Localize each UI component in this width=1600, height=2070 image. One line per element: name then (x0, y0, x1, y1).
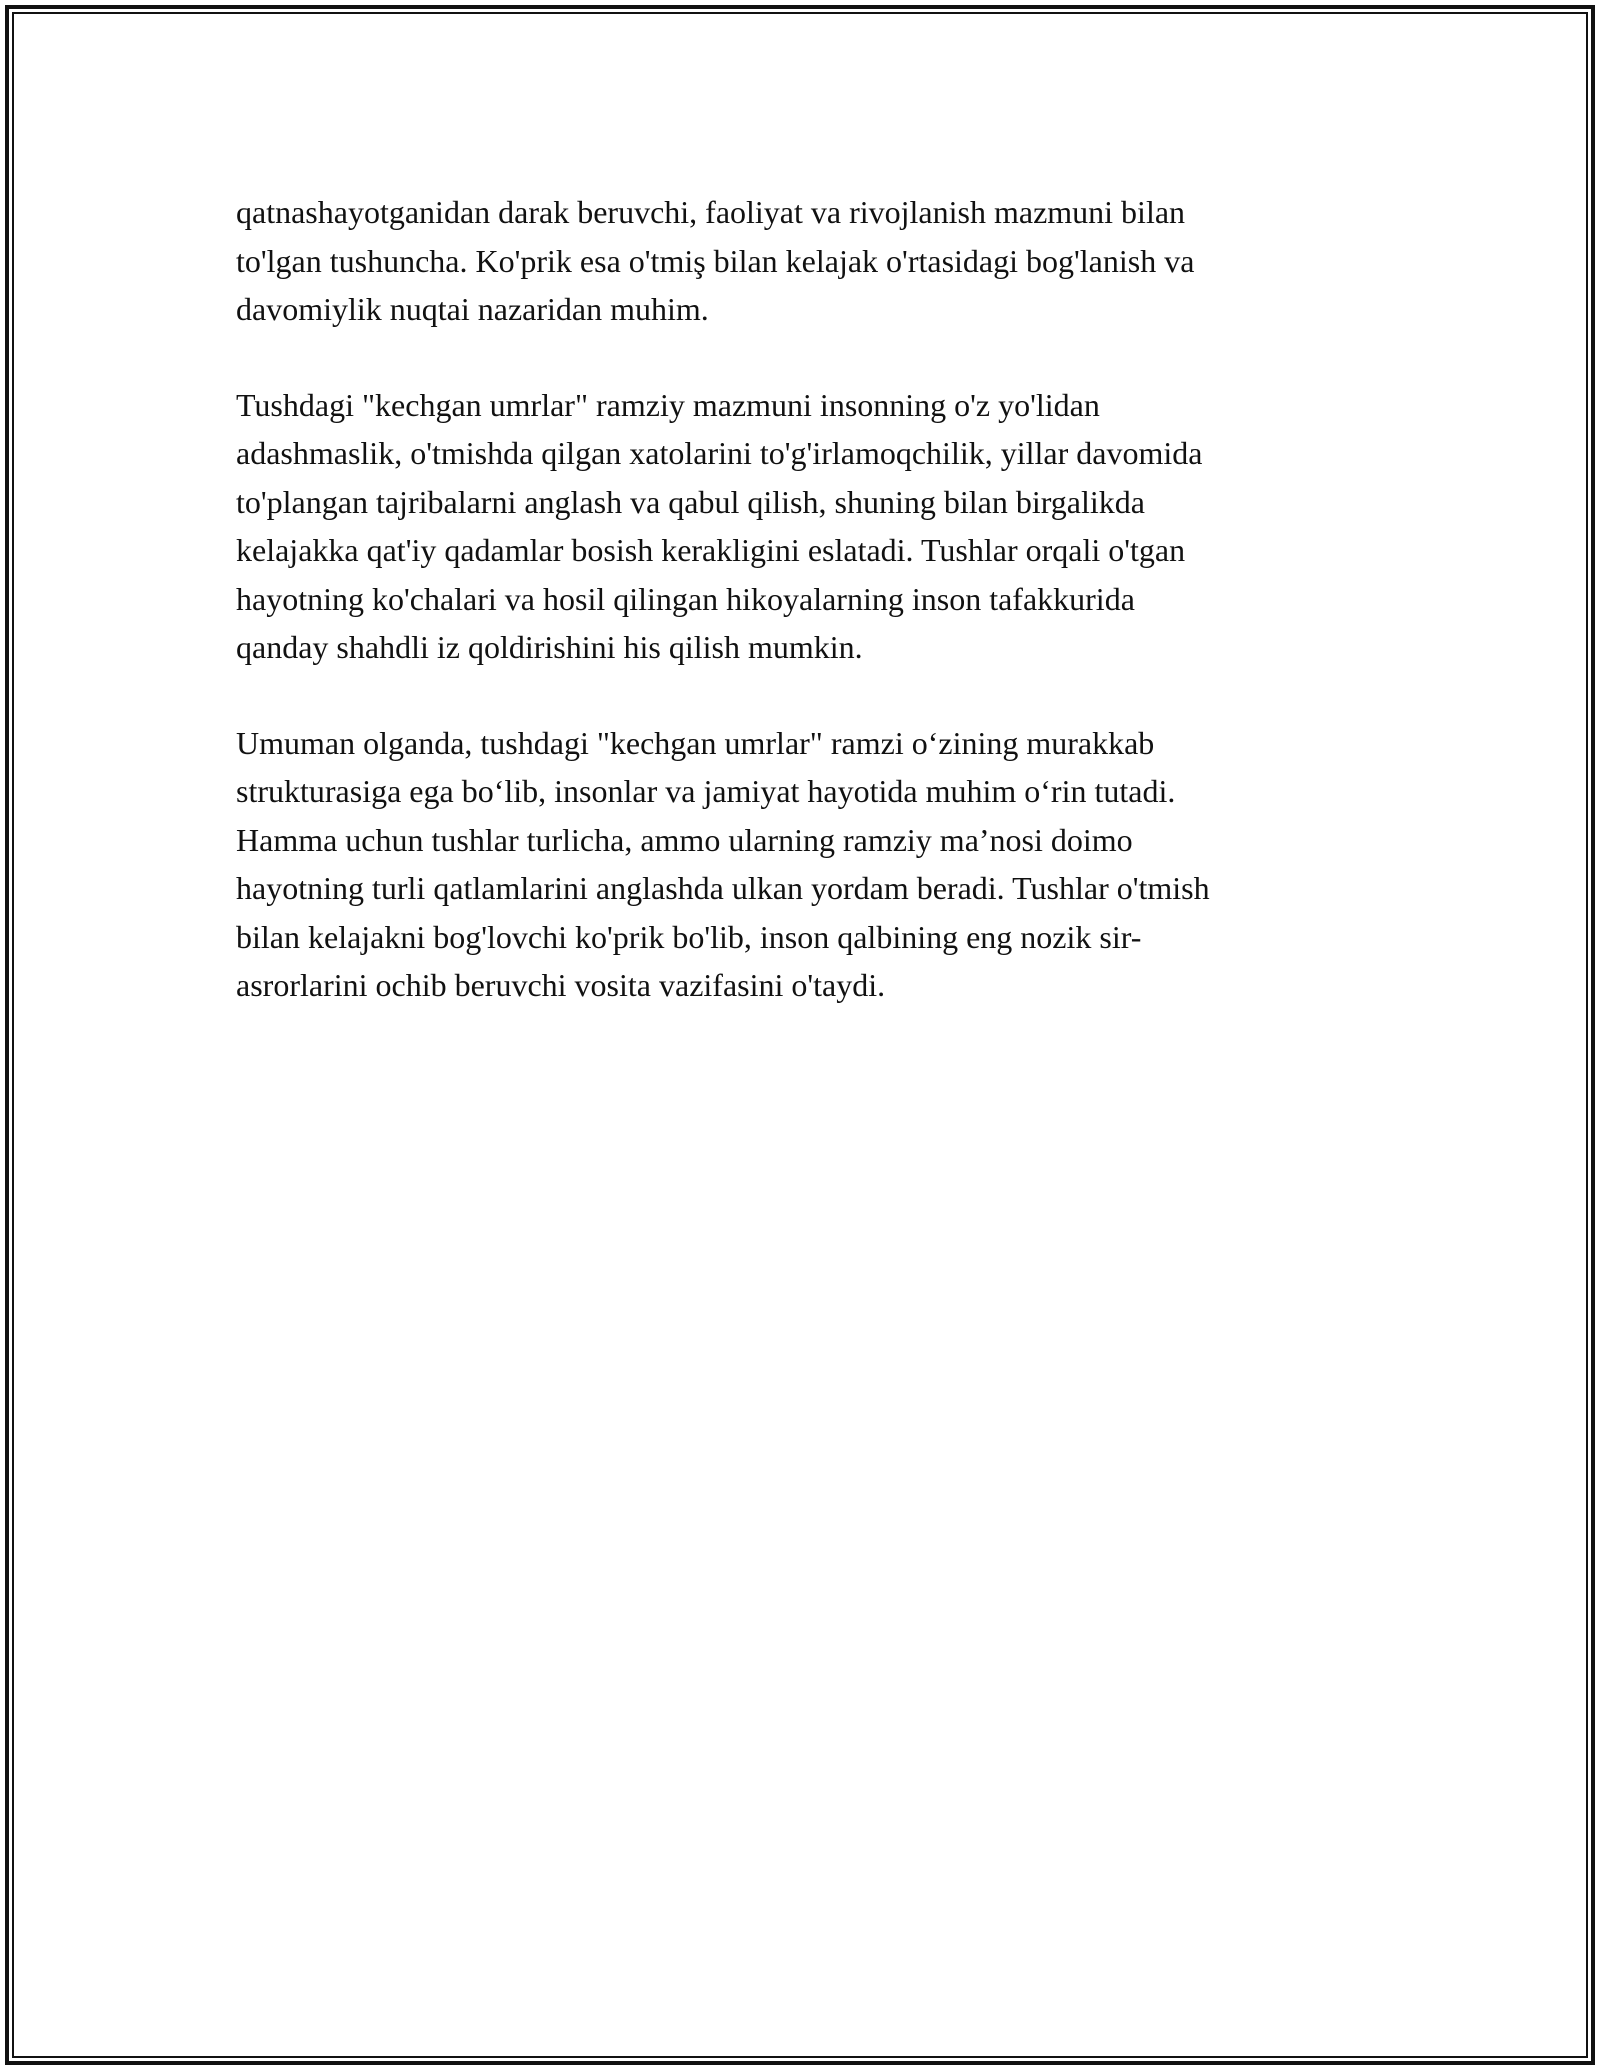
text-line: strukturasiga ega bo‘lib, insonlar va jamiyat hayotida muhim o‘rin tutadi. (236, 773, 1176, 809)
text-line: hayotning ko'chalari va hosil qilingan hikoyalarning inson tafakkurida (236, 580, 1135, 617)
text-line: qatnashayotganidan darak beruvchi, faoliyat va rivojlanish mazmuni bilan (236, 194, 1186, 230)
text-line: Tushdagi "kechgan umrlar" ramziy mazmuni insonning o'z yo'lidan (236, 386, 1100, 423)
text-line: to'lgan tushuncha. Ko'prik esa o'tmiş bilan kelajak o'rtasidagi bog'lanish va (236, 242, 1195, 279)
text-line: bilan kelajakni bog'lovchi ko'prik bo'lib, inson qalbining eng nozik sir- (236, 918, 1142, 955)
text-line: to'plangan tajribalarni anglash va qabul qilish, shuning bilan birgalikda (236, 483, 1145, 520)
paragraph-2 (236, 381, 1376, 672)
paragraph-1 (236, 188, 1376, 334)
paragraph-3 (236, 719, 1376, 1010)
text-line: asrorlarini ochib beruvchi vosita vazifasini o'taydi. (236, 967, 886, 1003)
document-body (236, 188, 1376, 1057)
text-line: adashmaslik, o'tmishda qilgan xatolarini to'g'irlamoqchilik, yillar davomida (236, 435, 1203, 471)
text-line: Hamma uchun tushlar turlicha, ammo ularning ramziy ma’nosi doimo (236, 821, 1133, 858)
text-line: kelajakka qat'iy qadamlar bosish kerakligini eslatadi. Tushlar orqali o'tgan (236, 532, 1186, 568)
text-line: davomiylik nuqtai nazaridan muhim. (236, 291, 709, 327)
text-line: hayotning turli qatlamlarini anglashda ulkan yordam beradi. Tushlar o'tmish (236, 870, 1210, 906)
text-line: Umuman olganda, tushdagi "kechgan umrlar" ramzi o‘zining murakkab (236, 724, 1155, 761)
text-line: qanday shahdli iz qoldirishini his qilish mumkin. (236, 629, 863, 665)
